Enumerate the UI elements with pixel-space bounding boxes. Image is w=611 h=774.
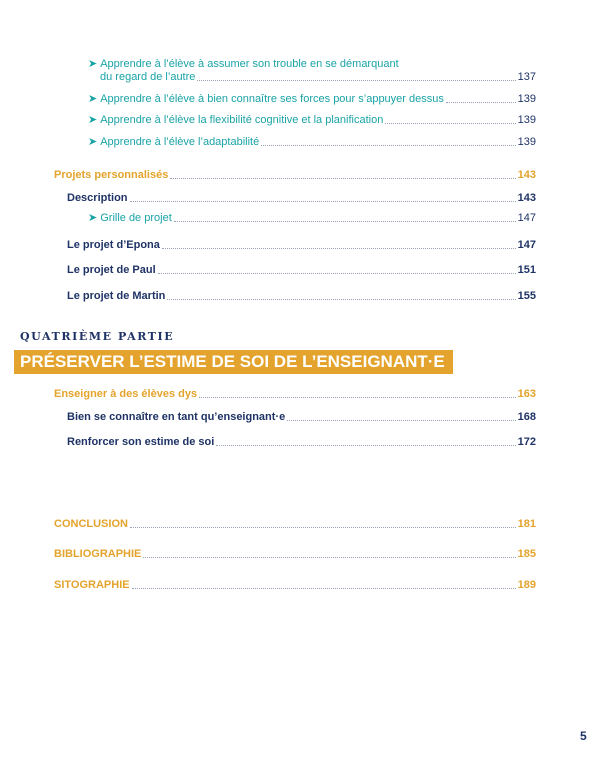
dot-leader: [130, 527, 516, 528]
dot-leader: [174, 221, 516, 222]
toc-entry-label: Le projet de Martin: [67, 290, 166, 302]
toc-entry-label: Description: [67, 192, 128, 204]
toc-entry-label: Le projet de Paul: [67, 264, 156, 276]
toc-entry-page: 185: [517, 548, 536, 560]
dot-leader: [385, 123, 515, 124]
toc-entry-page: 163: [517, 388, 536, 400]
toc-entry-label: Apprendre à l’élève l’adaptabilité: [100, 136, 260, 148]
part-label: QUATRIÈME PARTIE: [20, 330, 175, 343]
toc-entry-label: Apprendre à l’élève à bien connaître ses forces pour s’appuyer dessus: [100, 93, 444, 105]
toc-entry-flexibilite[interactable]: [88, 114, 536, 127]
toc-entry-paul[interactable]: [67, 264, 536, 277]
dot-leader: [132, 588, 516, 589]
toc-entry-page: 143: [517, 192, 536, 204]
toc-entry-page: 137: [517, 71, 536, 83]
toc-entry-sitographie[interactable]: [54, 579, 536, 592]
toc-entry-label: SITOGRAPHIE: [54, 579, 130, 591]
arrow-icon: ➤: [88, 114, 98, 126]
dot-leader: [143, 557, 515, 558]
toc-entry-page: 181: [517, 518, 536, 530]
toc-entry-label: Apprendre à l’élève la flexibilité cognitive et la planification: [100, 114, 384, 126]
toc-entry-page: 147: [517, 212, 536, 224]
toc-entry-label: Le projet d’Epona: [67, 239, 160, 251]
toc-entry-grille[interactable]: [88, 212, 536, 225]
toc-entry-page: 189: [517, 579, 536, 591]
toc-entry-martin[interactable]: [67, 290, 536, 303]
toc-entry-epona[interactable]: [67, 239, 536, 252]
toc-entry-page: 139: [517, 136, 536, 148]
part-title-banner: PRÉSERVER L’ESTIME DE SOI DE L’ENSEIGNANT·E: [14, 350, 453, 374]
toc-entry-assumer-trouble[interactable]: [88, 58, 536, 84]
dot-leader: [287, 420, 515, 421]
toc-entry-bibliographie[interactable]: [54, 548, 536, 561]
dot-leader: [197, 80, 515, 81]
dot-leader: [158, 273, 516, 274]
toc-entry-page: 172: [517, 436, 536, 448]
toc-entry-forces[interactable]: [88, 93, 536, 106]
toc-entry-page: 147: [517, 239, 536, 251]
toc-entry-label: BIBLIOGRAPHIE: [54, 548, 142, 560]
arrow-icon: ➤: [88, 136, 98, 148]
toc-entry-description[interactable]: [67, 192, 536, 205]
dot-leader: [216, 445, 515, 446]
toc-entry-page: 151: [517, 264, 536, 276]
toc-entry-projets-personnalises[interactable]: [54, 169, 536, 182]
toc-entry-page: 139: [517, 93, 536, 105]
dot-leader: [162, 248, 516, 249]
dot-leader: [167, 299, 515, 300]
toc-entry-label-line2: du regard de l’autre: [100, 71, 196, 83]
arrow-icon: ➤: [88, 58, 98, 70]
toc-entry-label: Grille de projet: [100, 212, 172, 224]
dot-leader: [130, 201, 516, 202]
toc-entry-label: Enseigner à des élèves dys: [54, 388, 198, 400]
toc-entry-label: Renforcer son estime de soi: [67, 436, 215, 448]
toc-entry-label: Projets personnalisés: [54, 169, 169, 181]
toc-entry-page: 143: [517, 169, 536, 181]
toc-entry-label: CONCLUSION: [54, 518, 128, 530]
toc-entry-bien-se-connaitre[interactable]: [67, 411, 536, 424]
toc-entry-enseigner[interactable]: [54, 388, 536, 401]
toc-entry-page: 139: [517, 114, 536, 126]
dot-leader: [170, 178, 515, 179]
page-number: 5: [580, 729, 587, 743]
toc-entry-page: 155: [517, 290, 536, 302]
dot-leader: [261, 145, 515, 146]
toc-entry-adaptabilite[interactable]: [88, 136, 536, 149]
dot-leader: [446, 102, 516, 103]
arrow-icon: ➤: [88, 93, 98, 105]
toc-entry-conclusion[interactable]: [54, 518, 536, 531]
toc-entry-label-line1: Apprendre à l’élève à assumer son trouble en se démarquant: [100, 58, 399, 70]
toc-entry-renforcer[interactable]: [67, 436, 536, 449]
arrow-icon: ➤: [88, 212, 98, 224]
dot-leader: [199, 397, 516, 398]
toc-entry-label: Bien se connaître en tant qu’enseignant·e: [67, 411, 286, 423]
toc-entry-page: 168: [517, 411, 536, 423]
